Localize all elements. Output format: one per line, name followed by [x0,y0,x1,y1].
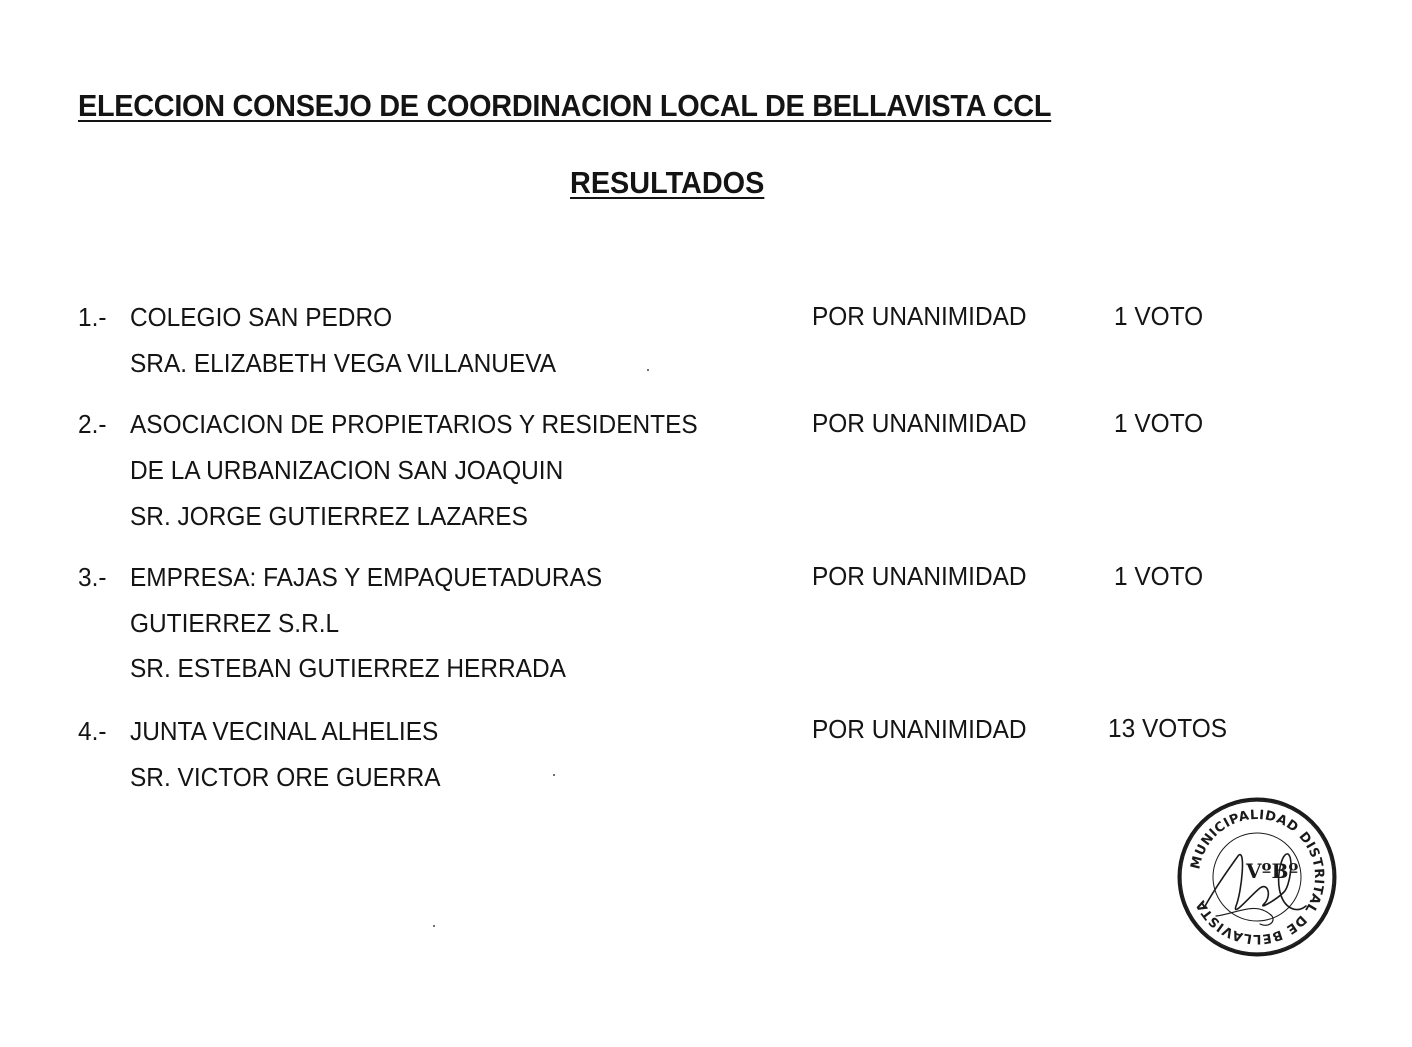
result-decision: POR UNANIMIDAD [812,408,1027,438]
scan-speck [553,774,555,776]
result-representative: SR. VICTOR ORE GUERRA [130,762,441,792]
scan-speck [647,369,649,371]
document-title: ELECCION CONSEJO DE COORDINACION LOCAL DE BELLAVISTA CCL [78,88,1052,123]
result-votes: 13 VOTOS [1108,713,1228,743]
result-representative: SR. JORGE GUTIERREZ LAZARES [130,501,528,531]
result-number: 4.- [78,716,107,746]
result-organization: JUNTA VECINAL ALHELIES [130,716,439,746]
result-organization-cont: DE LA URBANIZACION SAN JOAQUIN [130,455,564,485]
result-decision: POR UNANIMIDAD [812,561,1027,591]
seal-ring-text: MUNICIPALIDAD DISTRITAL DE BELLAVISTA [1188,807,1327,947]
result-representative: SRA. ELIZABETH VEGA VILLANUEVA [130,348,557,378]
result-votes: 1 VOTO [1114,408,1204,438]
result-votes: 1 VOTO [1114,561,1204,591]
seal-approval-mark: VºBº [1246,859,1299,883]
result-decision: POR UNANIMIDAD [812,714,1027,744]
scan-speck [433,925,435,927]
result-number: 1.- [78,302,107,332]
municipal-seal-stamp [1176,796,1338,958]
result-organization: COLEGIO SAN PEDRO [130,302,393,332]
result-representative: SR. ESTEBAN GUTIERREZ HERRADA [130,653,566,683]
result-organization-cont: GUTIERREZ S.R.L [130,608,340,638]
result-votes: 1 VOTO [1114,301,1204,331]
result-number: 2.- [78,409,107,439]
result-organization: ASOCIACION DE PROPIETARIOS Y RESIDENTES [130,409,698,439]
result-organization: EMPRESA: FAJAS Y EMPAQUETADURAS [130,562,603,592]
result-number: 3.- [78,562,107,592]
document-subtitle: RESULTADOS [570,165,765,200]
result-decision: POR UNANIMIDAD [812,301,1027,331]
